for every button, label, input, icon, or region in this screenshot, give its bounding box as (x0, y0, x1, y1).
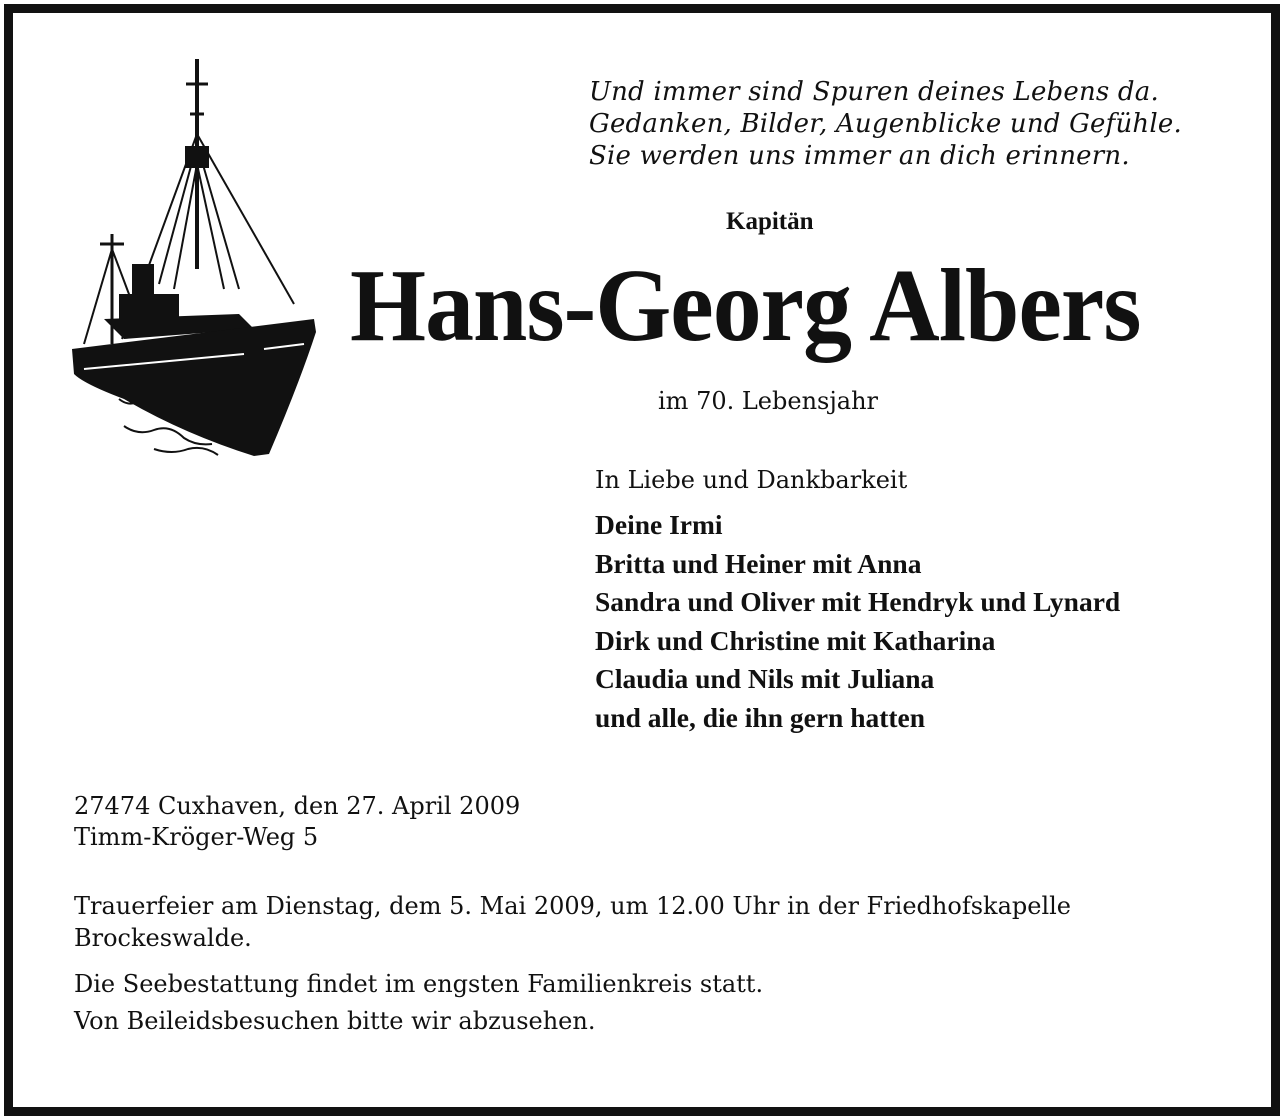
motto-verse (589, 76, 1249, 172)
funeral-line: Trauerfeier am Dienstag, dem 5. Mai 2009, um 12.00 Uhr in der Friedhofskapelle (74, 892, 1071, 920)
mourner-line: Deine Irmi (595, 509, 723, 540)
mourner-line: Britta und Heiner mit Anna (595, 547, 922, 579)
mourners-intro: In Liebe und Dankbarkeit (595, 466, 908, 494)
motto-line: Sie werden uns immer an dich erinnern. (589, 141, 1130, 171)
ship-icon (64, 54, 324, 464)
mourner-line: Claudia und Nils mit Juliana (595, 663, 935, 694)
deceased-name: Hans-Georg Albers (350, 248, 1141, 363)
address-street: Timm-Kröger-Weg 5 (74, 823, 319, 851)
mourner-line: und alle, die ihn gern hatten (595, 701, 926, 733)
note-line: Von Beileidsbesuchen bitte wir abzusehen. (74, 1007, 596, 1035)
address-block (74, 791, 520, 853)
notice-frame (4, 4, 1280, 1116)
mourner-line: Sandra und Oliver mit Hendryk und Lynard (595, 586, 1121, 617)
funeral-line: Brockeswalde. (74, 924, 252, 952)
deceased-title: Kapitän (726, 208, 814, 235)
mourner-line: Dirk und Christine mit Katharina (595, 624, 996, 656)
address-place-date: 27474 Cuxhaven, den 27. April 2009 (74, 792, 521, 820)
notice-content (4, 4, 1280, 1116)
note-line: Die Seebestattung findet im engsten Familienkreis statt. (74, 970, 764, 998)
motto-line: Und immer sind Spuren deines Lebens da. (589, 77, 1159, 107)
funeral-info (74, 890, 1234, 954)
deceased-age: im 70. Lebensjahr (658, 387, 879, 415)
mourners-block (595, 462, 1255, 737)
notes-block (74, 966, 763, 1040)
motto-line: Gedanken, Bilder, Augenblicke und Gefühle. (589, 109, 1182, 139)
